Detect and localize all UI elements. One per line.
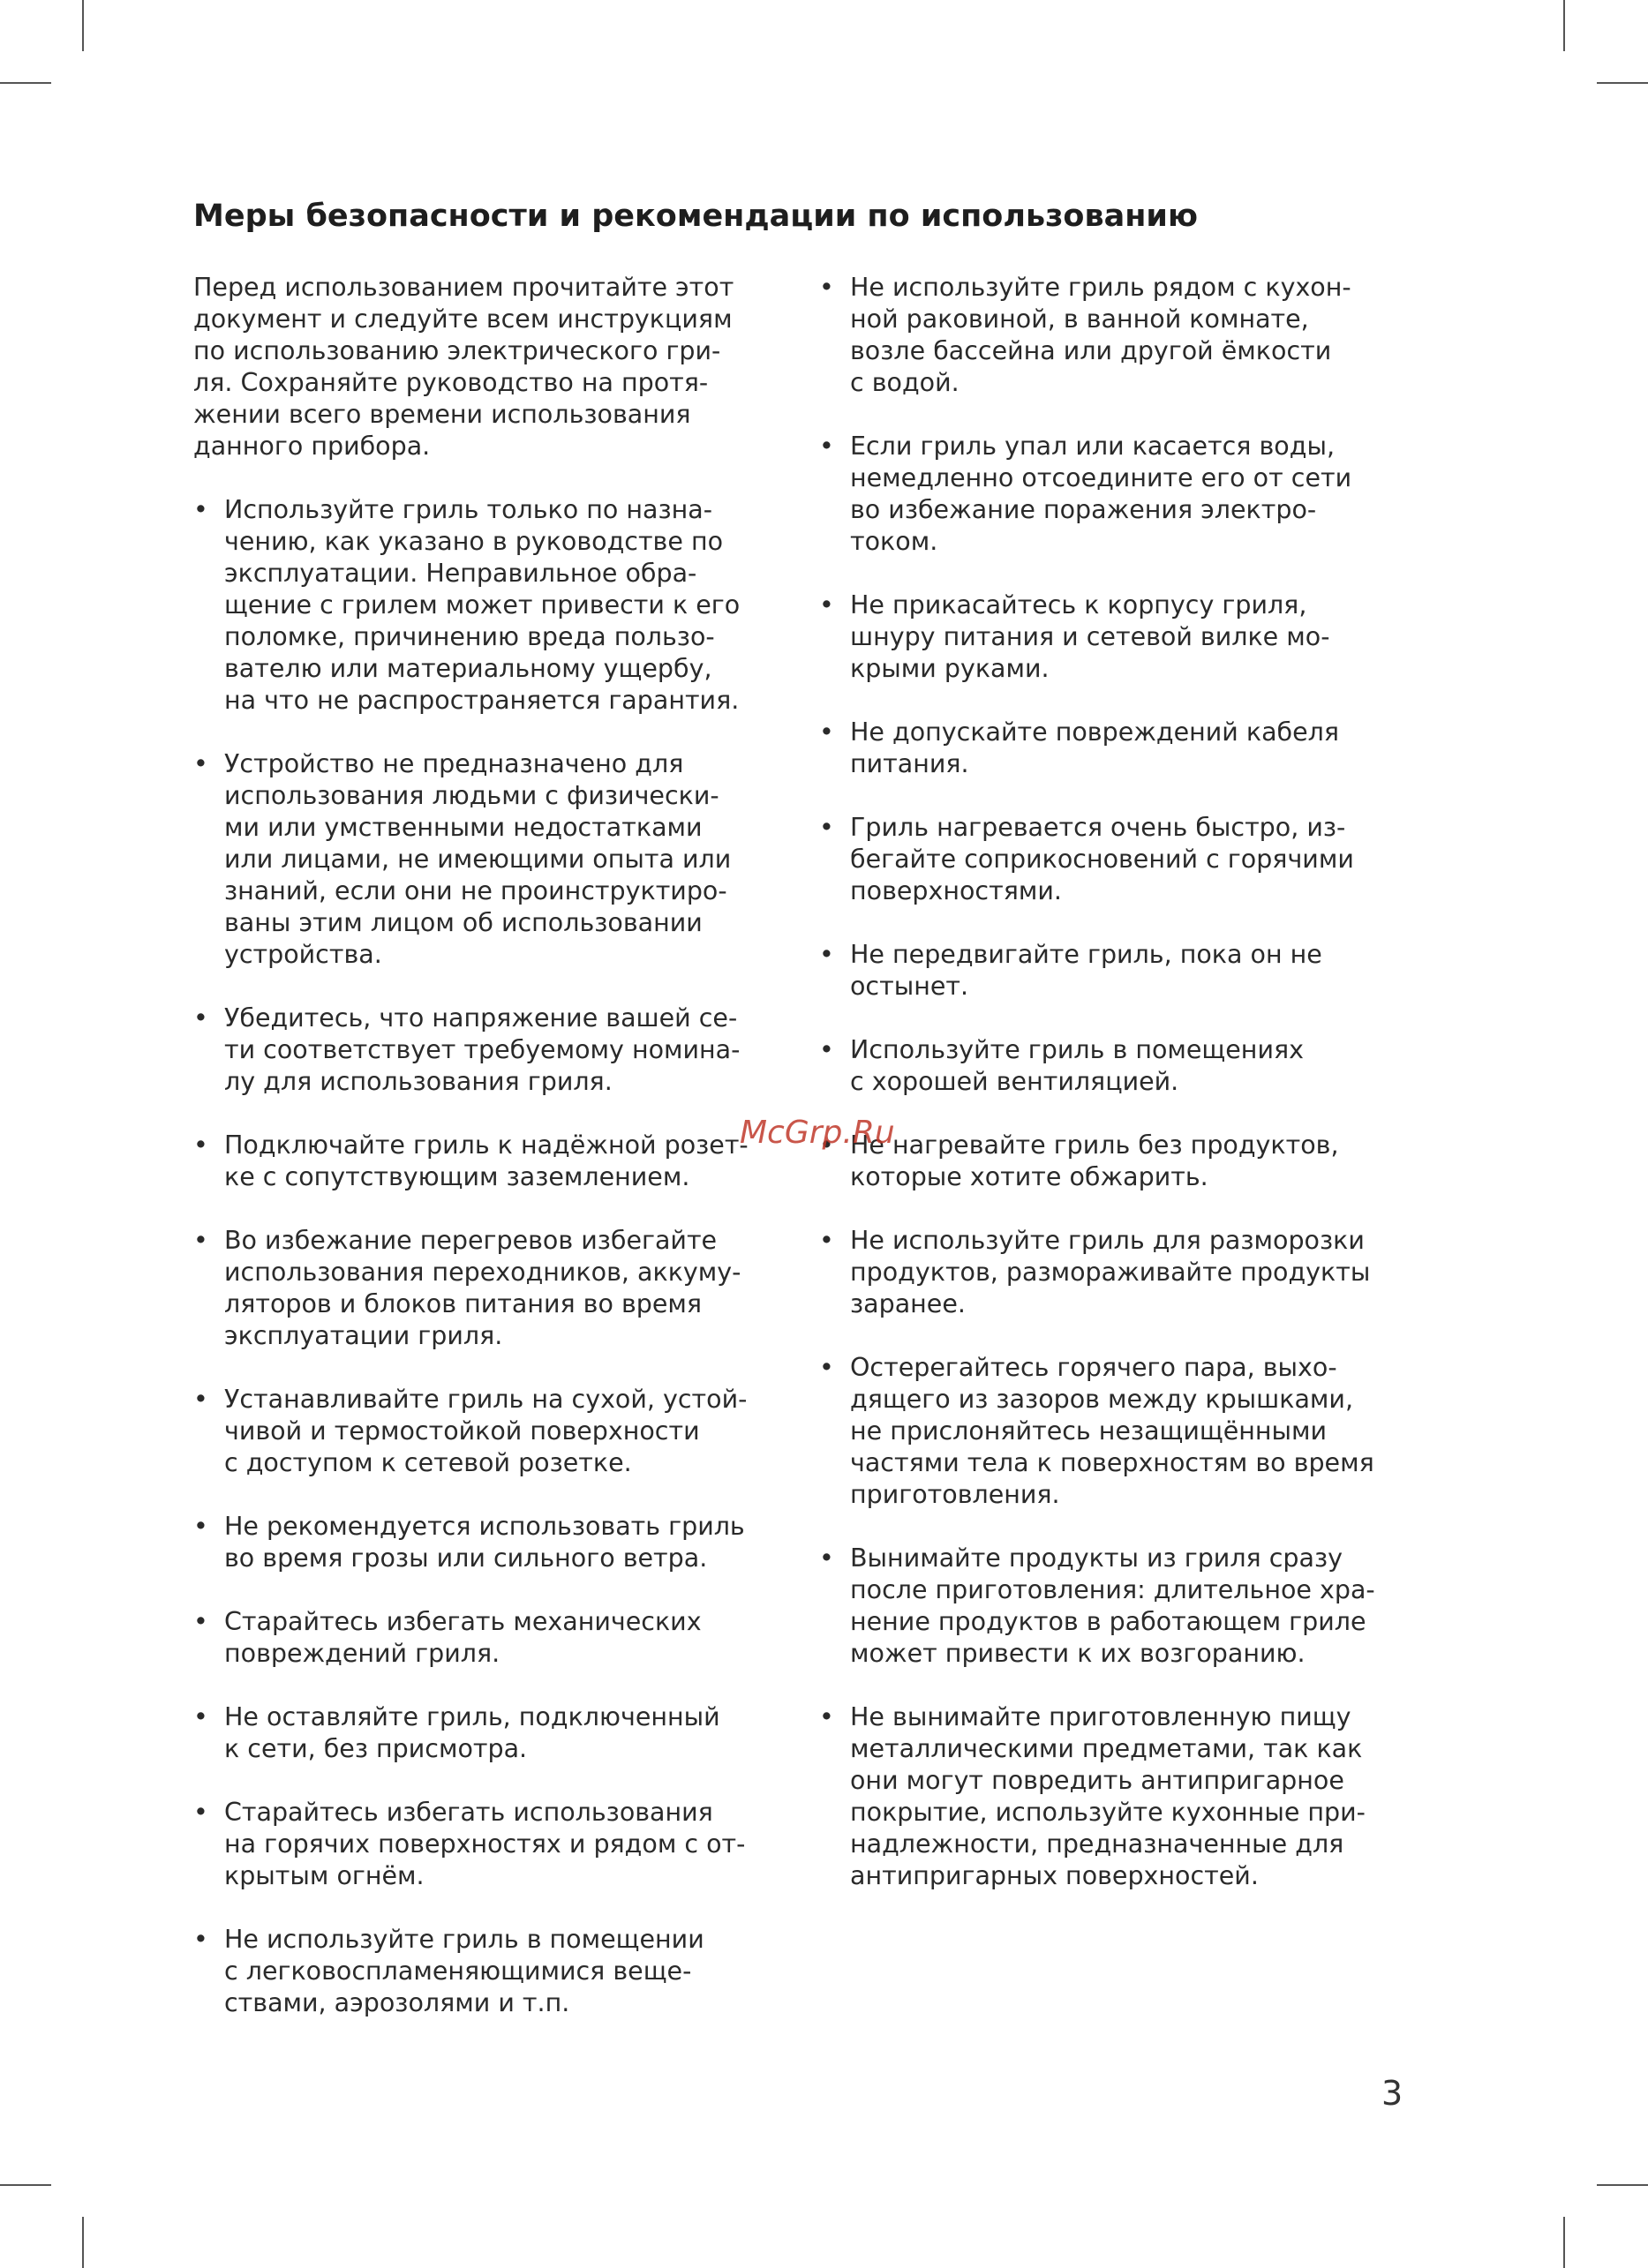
right-column (819, 272, 1419, 1924)
bullet-item: • Остерегайтесь горячего пара, выхо- дящего из зазоров между крышками, не прислоняйтесь незащищёнными частями тела к поверхностям во время приготовления. (819, 1352, 1419, 1511)
bullet-item: • Не используйте гриль для разморозки продуктов, размораживайте продукты заранее. (819, 1225, 1419, 1320)
bullet-item: • Устройство не предназначено для использования людьми с физически- ми или умственными недостатками или лицами, не имеющими опыта или знаний, если они не проинструктиро- ваны этим лицом об использовании устройства. (193, 748, 785, 971)
intro-paragraph: Перед использованием прочитайте этот документ и следуйте всем инструкциям по использованию электрического гри- ля. Сохраняйте руководство на протя- жении всего времени использования данного прибора. (193, 273, 734, 461)
bullet-item: • Старайтесь избегать использования на горячих поверхностях и рядом с от- крытым огнём. (193, 1797, 785, 1892)
bullet-item: • Не нагревайте гриль без продуктов, которые хотите обжарить. (819, 1130, 1419, 1193)
page-number: 3 (1381, 2074, 1403, 2113)
bullet-item: • Вынимайте продукты из гриля сразу после приготовления: длительное хра- нение продуктов в работающем гриле может привести к их возгоранию. (819, 1543, 1419, 1670)
bullet-item: • Не оставляйте гриль, подключенный к сети, без присмотра. (193, 1701, 785, 1765)
bullet-item: • Используйте гриль в помещениях с хорошей вентиляцией. (819, 1034, 1419, 1098)
left-bullet-list (193, 494, 785, 2019)
bullet-item: • Устанавливайте гриль на сухой, устой- чивой и термостойкой поверхности с доступом к сетевой розетке. (193, 1384, 785, 1479)
bullet-item: • Не вынимайте приготовленную пищу металлическими предметами, так как они могут повредить антипригарное покрытие, используйте кухонные при- надлежности, предназначенные для антипригарных поверхностей. (819, 1701, 1419, 1892)
crop-mark (1563, 2217, 1565, 2268)
crop-mark (0, 82, 51, 84)
bullet-item: • Во избежание перегревов избегайте использования переходников, аккуму- ляторов и блоков питания во время эксплуатации гриля. (193, 1225, 785, 1352)
bullet-item: • Подключайте гриль к надёжной розет- ке с сопутствующим заземлением. (193, 1130, 785, 1193)
bullet-item: • Не используйте гриль в помещении с легковоспламеняющимися веще- ствами, аэрозолями и т.п. (193, 1924, 785, 2019)
bullet-item: • Не прикасайтесь к корпусу гриля, шнуру питания и сетевой вилке мо- крыми руками. (819, 590, 1419, 685)
left-column (193, 272, 785, 2051)
right-bullet-list (819, 272, 1419, 1892)
bullet-item: • Не рекомендуется использовать гриль во время грозы или сильного ветра. (193, 1511, 785, 1574)
page-title: Меры безопасности и рекомендации по использованию (193, 199, 1198, 234)
bullet-item: • Старайтесь избегать механических повреждений гриля. (193, 1606, 785, 1670)
bullet-item: • Убедитесь, что напряжение вашей се- ти соответствует требуемому номина- лу для использования гриля. (193, 1003, 785, 1098)
crop-mark (82, 2217, 84, 2268)
bullet-item: • Не используйте гриль рядом с кухон- ной раковиной, в ванной комнате, возле бассейна или другой ёмкости с водой. (819, 272, 1419, 399)
bullet-item: • Если гриль упал или касается воды, немедленно отсоедините его от сети во избежание поражения электро- током. (819, 431, 1419, 558)
bullet-item: • Используйте гриль только по назна- чению, как указано в руководстве по эксплуатации. Неправильное обра- щение с грилем может привести к его поломке, причинению вреда пользо- вателю или материальному ущербу, на что не распространяется гарантия. (193, 494, 785, 717)
bullet-item: • Не передвигайте гриль, пока он не остынет. (819, 939, 1419, 1003)
bullet-item: • Гриль нагревается очень быстро, из- бегайте соприкосновений с горячими поверхностями. (819, 812, 1419, 907)
bullet-item: • Не допускайте повреждений кабеля питания. (819, 717, 1419, 780)
crop-mark (1563, 0, 1565, 51)
watermark-text: McGrp.Ru (740, 1115, 895, 1151)
crop-mark (1597, 2184, 1648, 2186)
crop-mark (82, 0, 84, 51)
crop-mark (1597, 82, 1648, 84)
crop-mark (0, 2184, 51, 2186)
